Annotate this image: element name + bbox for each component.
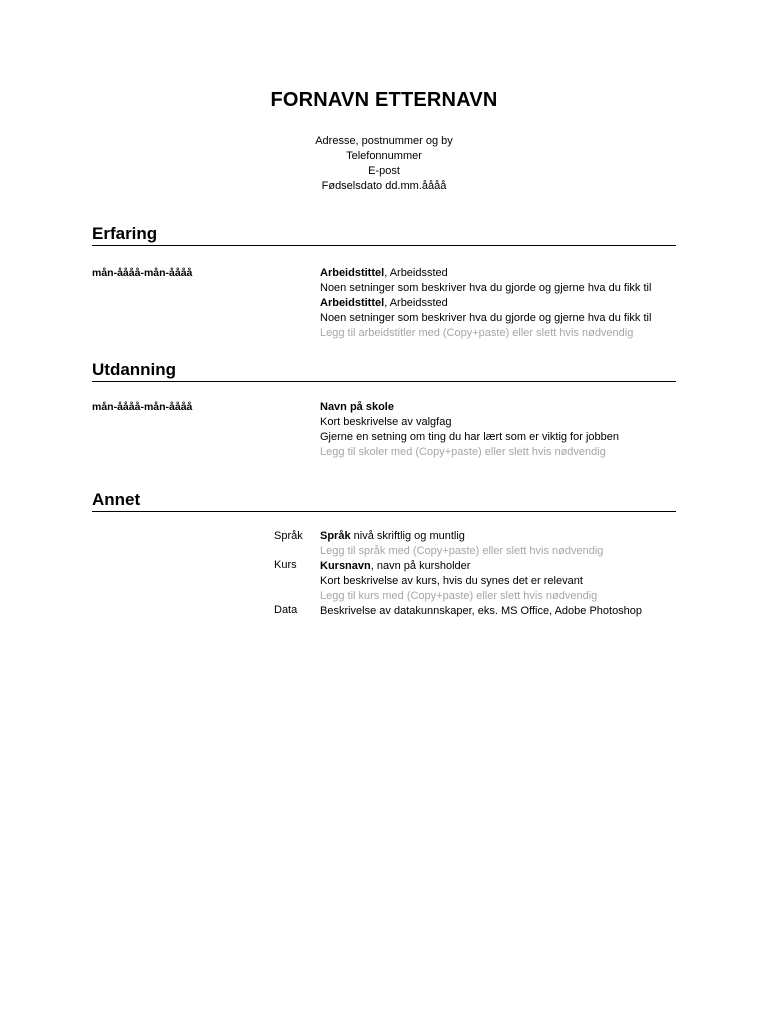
job-title-line: [320, 296, 680, 311]
education-hint: Legg til skoler med (Copy+paste) eller slett hvis nødvendig: [320, 446, 606, 458]
job-place: , Arbeidssted: [384, 267, 448, 279]
education-line: Gjerne en setning om ting du har lært som er viktig for jobben: [320, 431, 619, 443]
job-title-line: [320, 266, 680, 281]
job-description: Noen setninger som beskriver hva du gjorde og gjerne hva du fikk til: [320, 282, 652, 294]
education-heading: Utdanning: [92, 360, 676, 382]
course-description: Kort beskrivelse av kurs, hvis du synes det er relevant: [320, 575, 583, 587]
language-hint: Legg til språk med (Copy+paste) eller slett hvis nødvendig: [320, 545, 604, 557]
language-level: nivå skriftlig og muntlig: [350, 530, 465, 542]
full-name: FORNAVN ETTERNAVN: [270, 89, 498, 111]
email: E-post: [368, 165, 400, 177]
education-date: mån-åååå-mån-åååå: [92, 401, 193, 413]
language-line: [320, 529, 680, 544]
language-label: Språk: [274, 530, 303, 542]
course-holder: , navn på kursholder: [370, 560, 471, 572]
job-title: Arbeidstittel: [320, 297, 385, 309]
job-description: Noen setninger som beskriver hva du gjorde og gjerne hva du fikk til: [320, 312, 652, 324]
phone: Telefonnummer: [346, 150, 422, 162]
education-entries: [320, 400, 680, 460]
course-hint: Legg til kurs med (Copy+paste) eller slett hvis nødvendig: [320, 590, 598, 602]
experience-hint: Legg til arbeidstitler med (Copy+paste) eller slett hvis nødvendig: [320, 327, 634, 339]
job-place: , Arbeidssted: [384, 297, 448, 309]
education-line: Kort beskrivelse av valgfag: [320, 416, 452, 428]
language-name: Språk: [320, 530, 351, 542]
contact-block: [0, 134, 768, 194]
course-name: Kursnavn: [320, 560, 371, 572]
address: Adresse, postnummer og by: [315, 135, 453, 147]
other-heading: Annet: [92, 490, 676, 512]
experience-date: mån-åååå-mån-åååå: [92, 267, 193, 279]
experience-entries: [320, 266, 680, 341]
data-skills: Beskrivelse av datakunnskaper, eks. MS Office, Adobe Photoshop: [320, 605, 643, 617]
experience-heading: Erfaring: [92, 224, 676, 246]
birthdate: Fødselsdato dd.mm.åååå: [321, 180, 447, 192]
course-label: Kurs: [274, 559, 297, 571]
school-name: Navn på skole: [320, 401, 394, 413]
job-title: Arbeidstittel: [320, 267, 385, 279]
other-entries: [320, 529, 680, 619]
data-label: Data: [274, 604, 298, 616]
course-line: [320, 559, 680, 574]
